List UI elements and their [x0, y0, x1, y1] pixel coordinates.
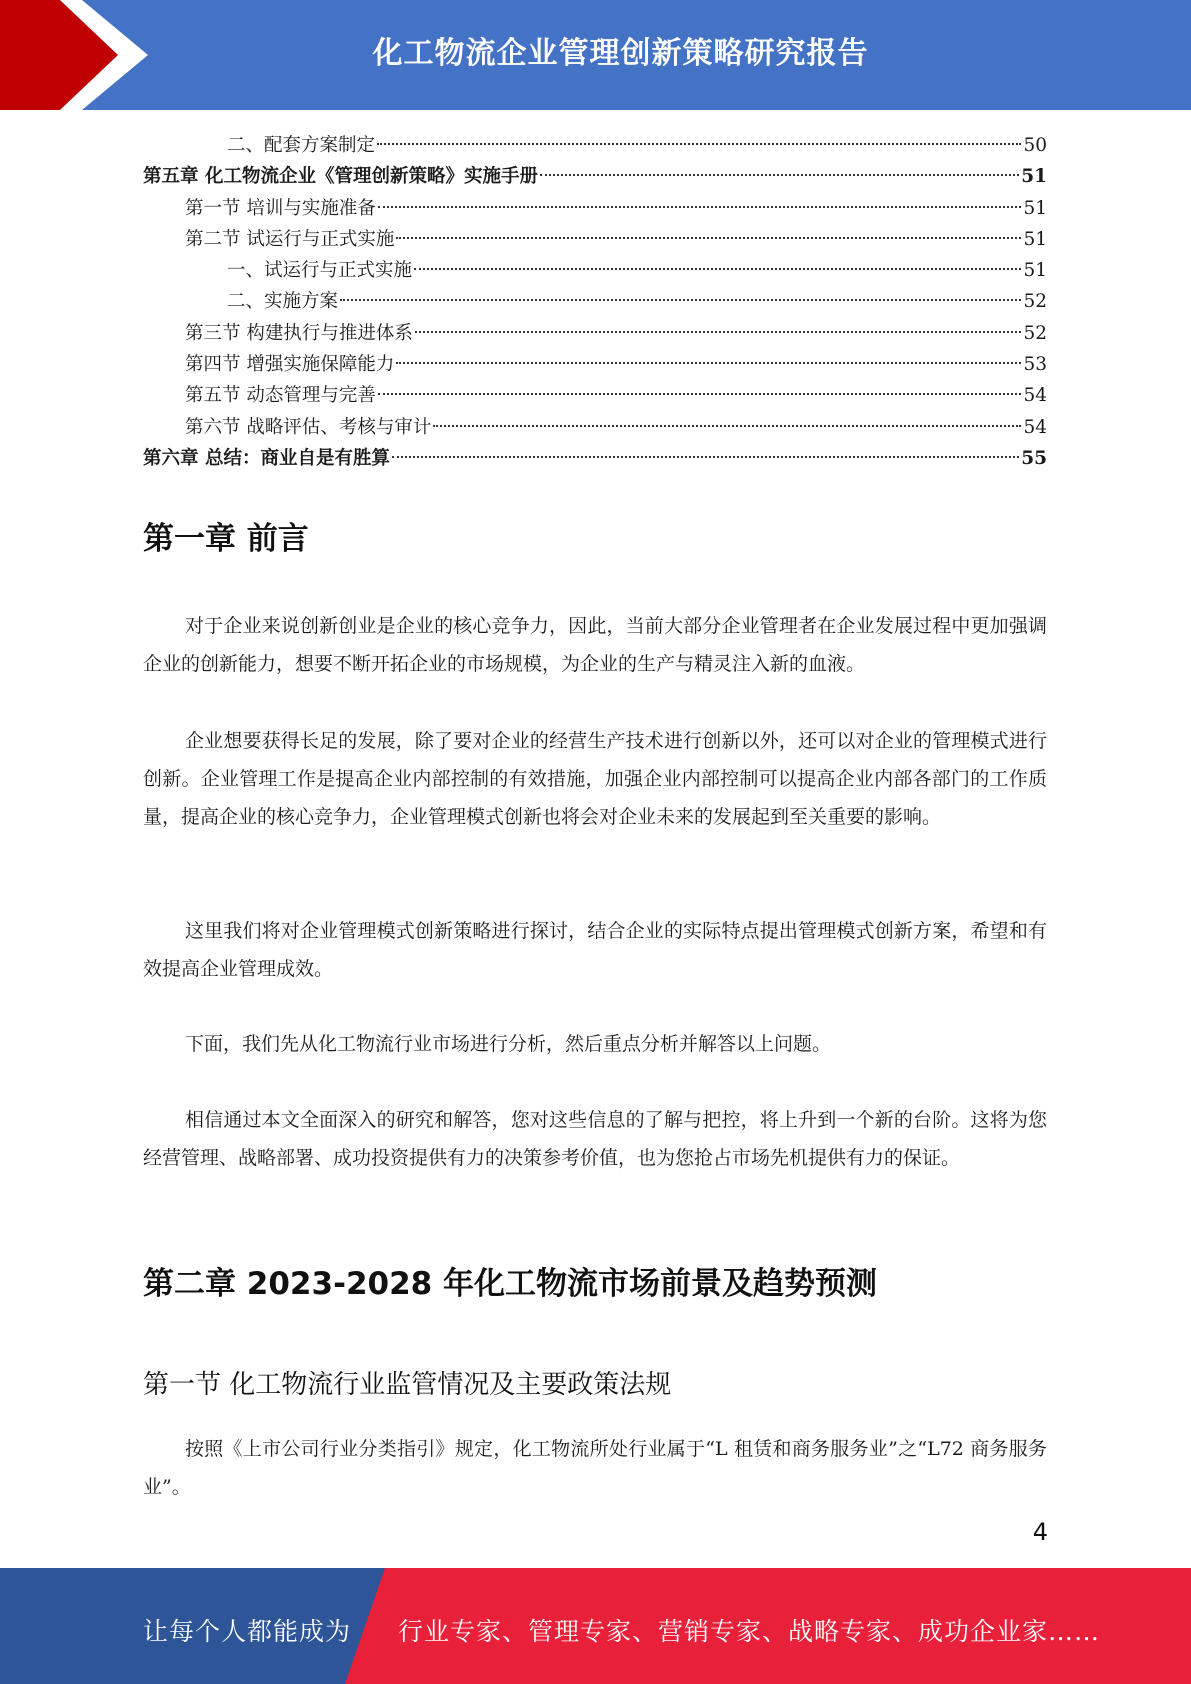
- toc-entry-page: 52: [1023, 322, 1047, 344]
- paragraph: 企业想要获得长足的发展，除了要对企业的经营生产技术进行创新以外，还可以对企业的管理模式进行创新。企业管理工作是提高企业内部控制的有效措施，加强企业内部控制可以提高企业内部各部门的工作质量，提高企业的核心竞争力，企业管理模式创新也将会对企业未来的发展起到至关重要的影响。: [143, 730, 1047, 828]
- toc-leader-dots: [392, 455, 1019, 458]
- toc-entry-label: 第三节 构建执行与推进体系: [185, 322, 413, 344]
- paragraph: 下面，我们先从化工物流行业市场进行分析，然后重点分析并解答以上问题。: [185, 1033, 832, 1055]
- toc-entry[interactable]: [143, 161, 1047, 192]
- toc-leader-dots: [396, 236, 1021, 239]
- section-1-title: 第一节 化工物流行业监管情况及主要政策法规: [143, 1370, 672, 1400]
- chapter-1-title: 第一章 前言: [143, 521, 309, 557]
- page-number: 4: [1032, 1518, 1048, 1546]
- toc-entry[interactable]: [143, 349, 1047, 380]
- toc-entry-page: 52: [1023, 291, 1047, 313]
- footer-slogan-left: 让每个人都能成为: [143, 1617, 352, 1646]
- toc-entry-label: 第二节 试运行与正式实施: [185, 228, 395, 250]
- toc-leader-dots: [540, 173, 1019, 176]
- toc-leader-dots: [414, 267, 1021, 270]
- toc-entry-label: 第六章 总结：商业自是有胜算: [143, 447, 390, 469]
- toc-leader-dots: [415, 330, 1022, 333]
- toc-entry-label: 二、配套方案制定: [227, 135, 376, 156]
- toc-entry-page: 51: [1023, 260, 1047, 282]
- toc-entry-label: 一、试运行与正式实施: [227, 260, 413, 282]
- page-footer: [0, 1568, 1191, 1684]
- report-title: 化工物流企业管理创新策略研究报告: [372, 36, 869, 71]
- toc-entry-label: 第五节 动态管理与完善: [185, 385, 376, 407]
- toc-leader-dots: [396, 361, 1021, 364]
- toc-entry-page: 51: [1023, 228, 1047, 250]
- paragraph: 对于企业来说创新创业是企业的核心竞争力，因此，当前大部分企业管理者在企业发展过程中更加强调企业的创新能力，想要不断开拓企业的市场规模，为企业的生产与精灵注入新的血液。: [143, 615, 1047, 675]
- toc-entry[interactable]: [143, 255, 1047, 286]
- toc-leader-dots: [340, 298, 1021, 301]
- toc-leader-dots: [433, 424, 1021, 427]
- chapter-2-title: 第二章 2023-2028 年化工物流市场前景及趋势预测: [143, 1266, 878, 1302]
- paragraph: 相信通过本文全面深入的研究和解答，您对这些信息的了解与把控，将上升到一个新的台阶。这将为您经营管理、战略部署、成功投资提供有力的决策参考价值，也为您抢占市场先机提供有力的保证。: [143, 1109, 1047, 1169]
- toc-leader-dots: [378, 205, 1022, 208]
- toc-entry[interactable]: [143, 193, 1047, 224]
- toc-entry[interactable]: [143, 224, 1047, 255]
- toc-entry[interactable]: [143, 286, 1047, 317]
- toc-entry-page: 51: [1021, 166, 1047, 188]
- toc-entry-label: 第五章 化工物流企业《管理创新策略》实施手册: [143, 166, 538, 188]
- page-header: [0, 0, 1191, 110]
- toc-entry[interactable]: [143, 443, 1047, 474]
- toc-entry-page: 51: [1023, 197, 1047, 219]
- toc-entry[interactable]: [143, 412, 1047, 443]
- toc-entry-label: 第四节 增强实施保障能力: [185, 354, 395, 376]
- toc-entry-label: 二、实施方案: [227, 291, 339, 313]
- toc-entry[interactable]: [143, 318, 1047, 349]
- toc-leader-dots: [377, 142, 1021, 145]
- table-of-contents: [143, 130, 1047, 474]
- footer-slogan-right: 行业专家、管理专家、营销专家、战略专家、成功企业家……: [398, 1617, 1101, 1646]
- toc-leader-dots: [378, 392, 1022, 395]
- toc-entry-page: 53: [1023, 354, 1047, 376]
- paragraph: 这里我们将对企业管理模式创新策略进行探讨，结合企业的实际特点提出管理模式创新方案，希望和有效提高企业管理成效。: [143, 920, 1047, 980]
- toc-entry-page: 55: [1021, 447, 1047, 469]
- toc-entry-page: 54: [1023, 416, 1047, 438]
- paragraph: 按照《上市公司行业分类指引》规定，化工物流所处行业属于“L 租赁和商务服务业”之“L72 商务服务业”。: [143, 1438, 1047, 1498]
- toc-entry[interactable]: [143, 380, 1047, 411]
- toc-entry-label: 第一节 培训与实施准备: [185, 197, 376, 219]
- toc-entry-page: 50: [1023, 135, 1047, 156]
- toc-entry-label: 第六节 战略评估、考核与审计: [185, 416, 432, 438]
- toc-entry-page: 54: [1023, 385, 1047, 407]
- toc-entry[interactable]: [143, 130, 1047, 161]
